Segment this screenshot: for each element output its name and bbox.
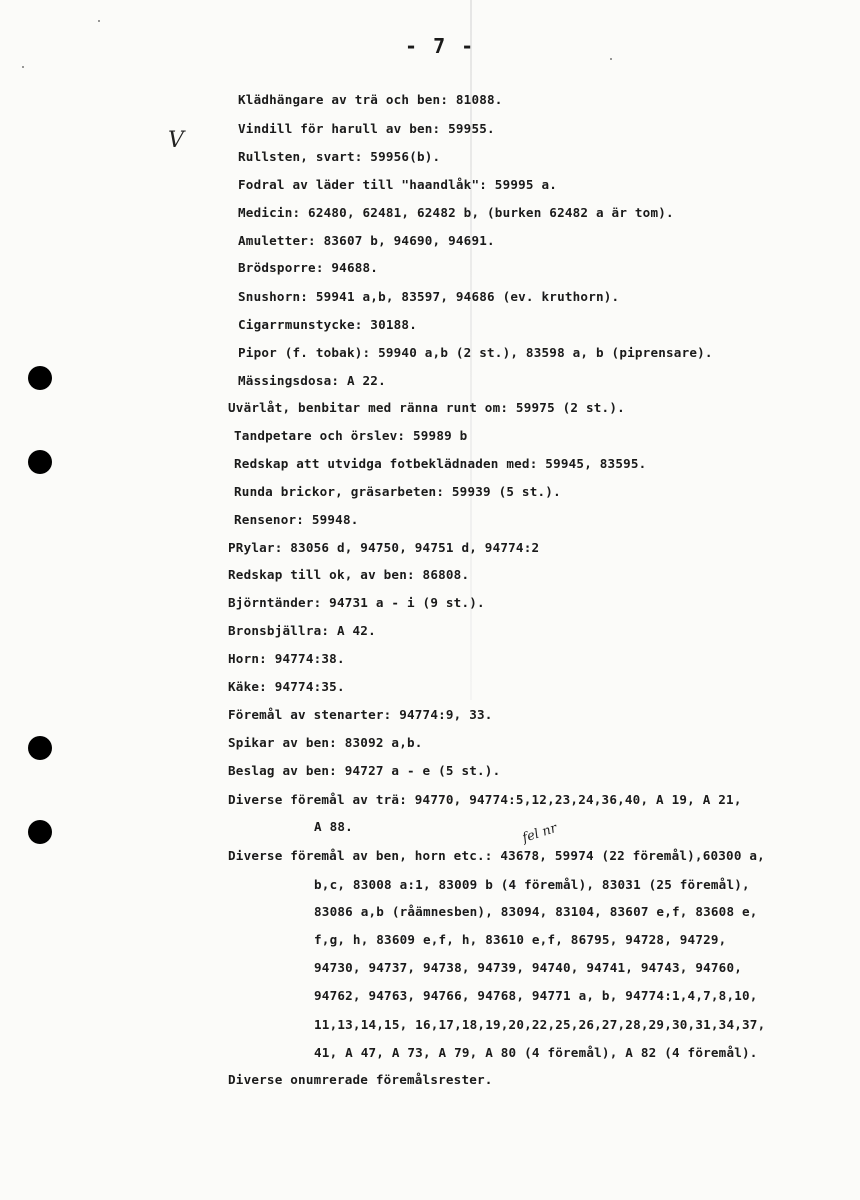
list-item: Rullsten, svart: 59956(b). xyxy=(238,149,441,164)
list-item: Runda brickor, gräsarbeten: 59939 (5 st.). xyxy=(234,484,561,499)
handwritten-note: fel nr xyxy=(520,820,559,847)
list-item: Uvärlåt, benbitar med ränna runt om: 59975 (2 st.). xyxy=(228,400,625,415)
list-item: Beslag av ben: 94727 a - e (5 st.). xyxy=(228,763,501,778)
page-number: - 7 - xyxy=(405,34,476,58)
list-item: Pipor (f. tobak): 59940 a,b (2 st.), 83598 a, b (piprensare). xyxy=(238,345,713,360)
list-item: Käke: 94774:35. xyxy=(228,679,345,694)
list-item: Tandpetare och örslev: 59989 b xyxy=(234,428,468,443)
list-item: Fodral av läder till "haandlåk": 59995 a. xyxy=(238,177,558,192)
list-item: Cigarrmunstycke: 30188. xyxy=(238,317,417,332)
list-item: Klädhängare av trä och ben: 81088. xyxy=(238,92,503,107)
list-item: Rensenor: 59948. xyxy=(234,512,359,527)
list-item: Redskap till ok, av ben: 86808. xyxy=(228,567,470,582)
list-item: Föremål av stenarter: 94774:9, 33. xyxy=(228,707,493,722)
list-item: Brödsporre: 94688. xyxy=(238,260,379,275)
punch-hole xyxy=(28,820,52,844)
list-item: Diverse föremål av ben, horn etc.: 43678, 59974 (22 föremål),60300 a, xyxy=(228,848,765,863)
list-item-continuation: 41, A 47, A 73, A 79, A 80 (4 föremål), A 82 (4 föremål). xyxy=(314,1045,758,1060)
list-item: Redskap att utvidga fotbeklädnaden med: 59945, 83595. xyxy=(234,456,647,471)
list-item: Medicin: 62480, 62481, 62482 b, (burken 62482 a är tom). xyxy=(238,205,674,220)
list-item: Bronsbjällra: A 42. xyxy=(228,623,376,638)
list-item-continuation: A 88. xyxy=(314,819,353,834)
list-item-continuation: 11,13,14,15, 16,17,18,19,20,22,25,26,27,28,29,30,31,34,37, xyxy=(314,1017,766,1032)
list-item: Diverse onumrerade föremålsrester. xyxy=(228,1072,493,1087)
list-item: Spikar av ben: 83092 a,b. xyxy=(228,735,423,750)
punch-hole xyxy=(28,366,52,390)
list-item-continuation: 94730, 94737, 94738, 94739, 94740, 94741, 94743, 94760, xyxy=(314,960,743,975)
list-item: Snushorn: 59941 a,b, 83597, 94686 (ev. kruthorn). xyxy=(238,289,620,304)
list-item: Björntänder: 94731 a - i (9 st.). xyxy=(228,595,485,610)
punch-hole xyxy=(28,450,52,474)
list-item: Horn: 94774:38. xyxy=(228,651,345,666)
margin-check-mark: V xyxy=(168,128,184,153)
list-item: Mässingsdosa: A 22. xyxy=(238,373,386,388)
list-item: PRylar: 83056 d, 94750, 94751 d, 94774:2 xyxy=(228,540,540,555)
scan-speck xyxy=(98,20,100,22)
list-item-continuation: b,c, 83008 a:1, 83009 b (4 föremål), 83031 (25 föremål), xyxy=(314,877,750,892)
list-item-continuation: 83086 a,b (råämnesben), 83094, 83104, 83607 e,f, 83608 e, xyxy=(314,904,758,919)
list-item-continuation: 94762, 94763, 94766, 94768, 94771 a, b, 94774:1,4,7,8,10, xyxy=(314,988,758,1003)
list-item: Diverse föremål av trä: 94770, 94774:5,12,23,24,36,40, A 19, A 21, xyxy=(228,792,742,807)
scan-speck xyxy=(610,58,612,60)
list-item-continuation: f,g, h, 83609 e,f, h, 83610 e,f, 86795, 94728, 94729, xyxy=(314,932,727,947)
scan-speck xyxy=(22,66,24,68)
list-item: Vindill för harull av ben: 59955. xyxy=(238,121,495,136)
list-item: Amuletter: 83607 b, 94690, 94691. xyxy=(238,233,495,248)
punch-hole xyxy=(28,736,52,760)
